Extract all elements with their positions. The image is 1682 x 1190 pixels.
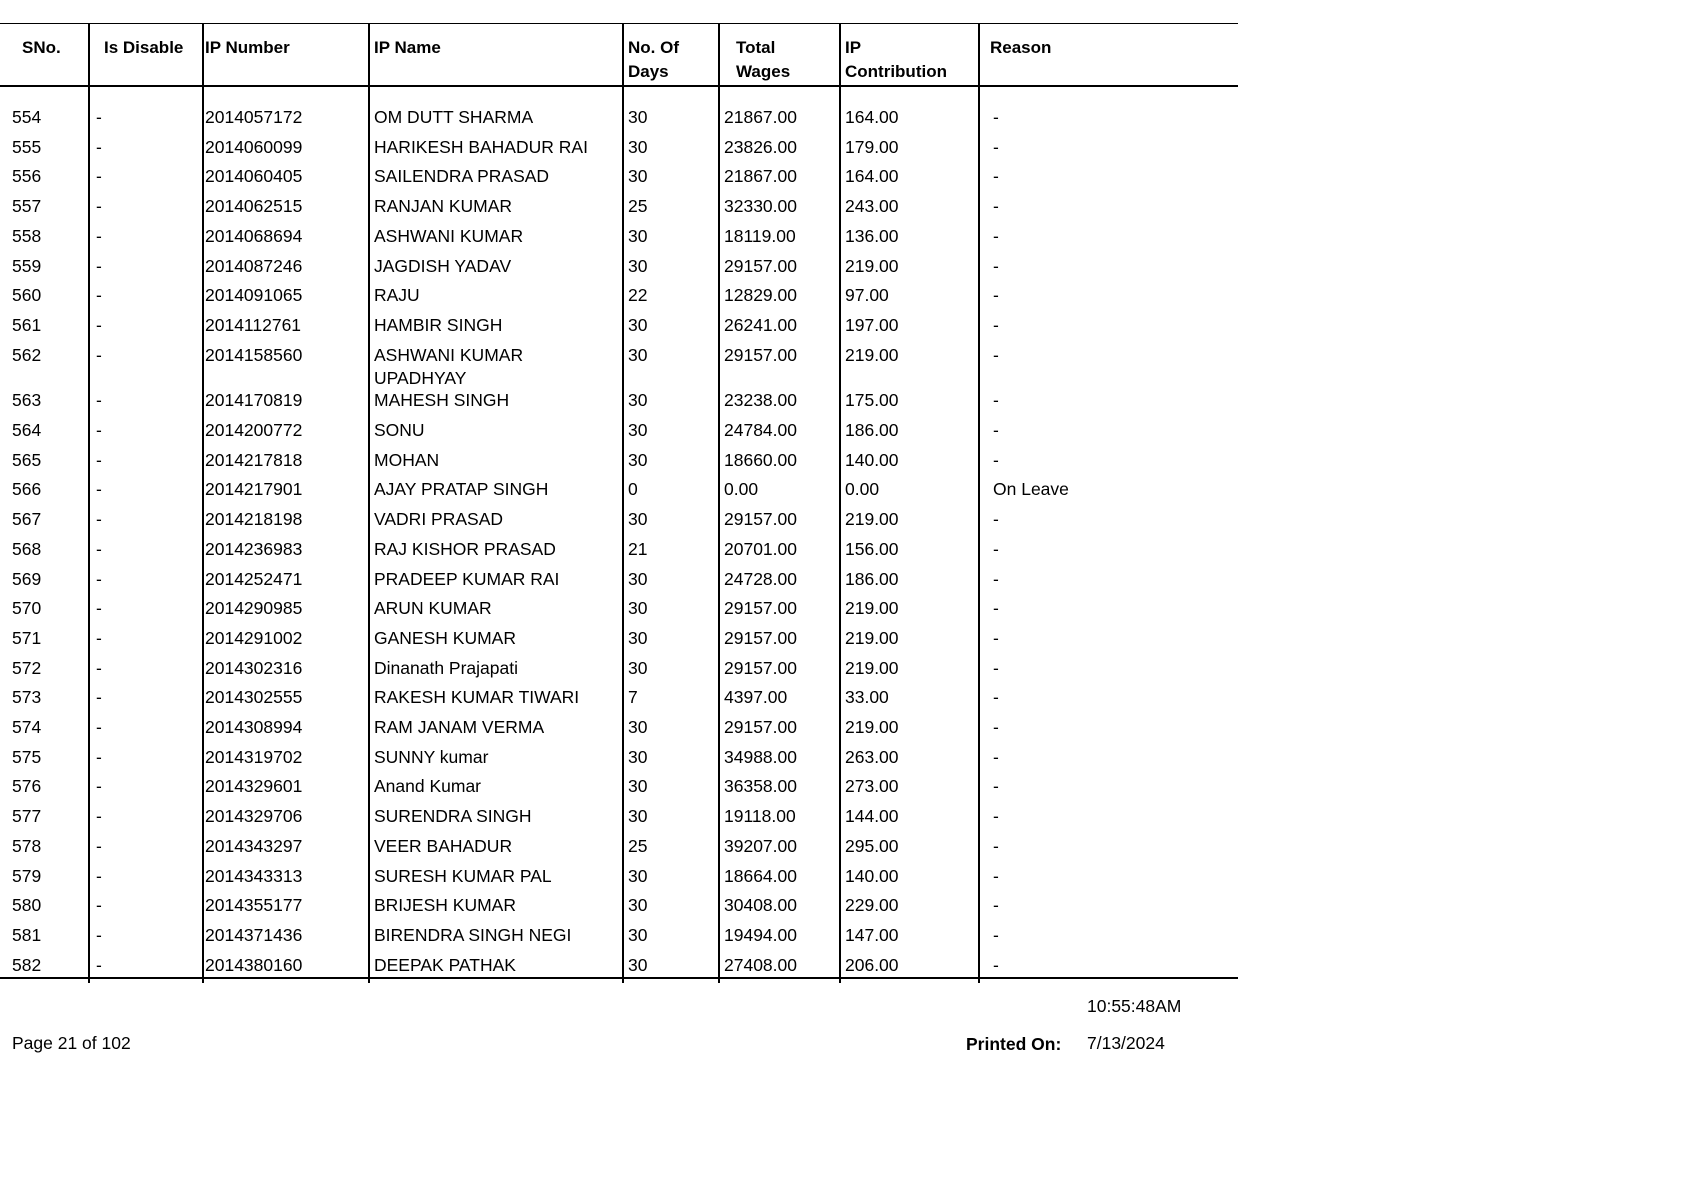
cell-sno: 561 <box>12 314 42 335</box>
cell-sno: 565 <box>12 449 42 470</box>
cell-is-disable: - <box>96 717 102 737</box>
cell-is-disable: - <box>96 568 102 589</box>
cell-ip-name: VADRI PRASAD <box>374 509 504 530</box>
cell-ip-name: JAGDISH YADAV <box>374 255 512 276</box>
cell-ip-name: RAJ KISHOR PRASAD <box>374 538 556 559</box>
cell-days: 25 <box>628 835 648 856</box>
cell-ip-number: 2014236983 <box>205 538 303 559</box>
cell-ip-number: 2014112761 <box>205 314 302 335</box>
cell-reason: - <box>993 717 999 737</box>
cell-total-wages: 23826.00 <box>724 136 797 157</box>
cell-ip-name: SAILENDRA PRASAD <box>374 166 550 187</box>
cell-reason: - <box>993 657 999 678</box>
cell-sno: 570 <box>12 598 42 619</box>
cell-ip-contribution: 179.00 <box>845 136 899 157</box>
cell-sno: 578 <box>12 835 42 856</box>
cell-sno: 566 <box>12 479 42 500</box>
cell-total-wages: 19494.00 <box>724 924 797 945</box>
cell-reason: - <box>993 924 999 945</box>
cell-reason: - <box>993 107 999 127</box>
column-divider <box>368 24 370 983</box>
cell-ip-name: BRIJESH KUMAR <box>374 895 516 916</box>
cell-ip-name: ASHWANI KUMAR <box>374 225 524 246</box>
cell-total-wages: 29157.00 <box>724 627 797 648</box>
cell-ip-contribution: 156.00 <box>845 538 899 559</box>
cell-sno: 567 <box>12 509 42 530</box>
cell-ip-number: 2014068694 <box>205 225 303 246</box>
column-header-wages: Total Wages <box>736 38 791 81</box>
cell-ip-name: RAM JANAM VERMA <box>374 717 545 737</box>
cell-total-wages: 27408.00 <box>724 954 797 975</box>
cell-ip-name: SUNNY kumar <box>374 746 489 767</box>
cell-sno: 576 <box>12 776 42 797</box>
cell-sno: 574 <box>12 717 42 737</box>
cell-ip-contribution: 175.00 <box>845 390 899 411</box>
cell-sno: 579 <box>12 865 42 886</box>
cell-is-disable: - <box>96 479 102 500</box>
cell-ip-contribution: 273.00 <box>845 776 899 797</box>
cell-days: 21 <box>628 538 648 559</box>
printed-on-label: Printed On: <box>966 1034 1062 1054</box>
cell-sno: 573 <box>12 687 42 708</box>
cell-is-disable: - <box>96 865 102 886</box>
cell-sno: 558 <box>12 225 42 246</box>
column-divider <box>202 24 204 983</box>
header-bottom-border <box>0 85 1238 87</box>
cell-ip-contribution: 144.00 <box>845 806 899 827</box>
cell-days: 30 <box>628 746 648 767</box>
cell-ip-name: OM DUTT SHARMA <box>374 107 534 127</box>
column-divider <box>718 24 720 983</box>
cell-ip-contribution: 243.00 <box>845 196 899 217</box>
cell-total-wages: 12829.00 <box>724 285 797 306</box>
cell-ip-number: 2014291002 <box>205 627 303 648</box>
cell-days: 30 <box>628 776 648 797</box>
cell-total-wages: 18660.00 <box>724 449 797 470</box>
cell-ip-number: 2014290985 <box>205 598 303 619</box>
cell-sno: 569 <box>12 568 42 589</box>
printed-on-date: 7/13/2024 <box>1087 1033 1165 1053</box>
cell-total-wages: 32330.00 <box>724 196 797 217</box>
cell-reason: - <box>993 449 999 470</box>
cell-is-disable: - <box>96 136 102 157</box>
cell-ip-contribution: 295.00 <box>845 835 899 856</box>
cell-sno: 571 <box>12 627 42 648</box>
cell-ip-number: 2014200772 <box>205 420 303 440</box>
cell-sno: 575 <box>12 746 42 767</box>
cell-ip-name: Anand Kumar <box>374 776 482 797</box>
cell-ip-number: 2014158560 <box>205 344 303 365</box>
cell-days: 30 <box>628 568 648 589</box>
column-header-days: No. Of Days <box>628 38 679 81</box>
cell-is-disable: - <box>96 746 102 767</box>
cell-total-wages: 24784.00 <box>724 420 797 440</box>
cell-ip-number: 2014060405 <box>205 166 303 187</box>
cell-is-disable: - <box>96 687 102 708</box>
cell-is-disable: - <box>96 657 102 678</box>
cell-reason: - <box>993 865 999 886</box>
cell-ip-number: 2014380160 <box>205 954 303 975</box>
cell-total-wages: 29157.00 <box>724 509 797 530</box>
cell-total-wages: 0.00 <box>724 479 759 500</box>
cell-ip-contribution: 147.00 <box>845 924 899 945</box>
cell-sno: 563 <box>12 390 42 411</box>
cell-sno: 556 <box>12 166 42 187</box>
cell-ip-name: SURENDRA SINGH <box>374 806 532 827</box>
cell-total-wages: 21867.00 <box>724 107 797 127</box>
cell-sno: 564 <box>12 420 42 440</box>
cell-is-disable: - <box>96 314 102 335</box>
column-divider <box>839 24 841 983</box>
cell-sno: 582 <box>12 954 42 975</box>
column-header-reason: Reason <box>990 38 1052 57</box>
cell-ip-contribution: 33.00 <box>845 687 889 708</box>
cell-total-wages: 30408.00 <box>724 895 797 916</box>
cell-is-disable: - <box>96 954 102 975</box>
cell-total-wages: 18119.00 <box>724 225 796 246</box>
cell-ip-contribution: 97.00 <box>845 285 889 306</box>
cell-ip-name: ARUN KUMAR <box>374 598 492 619</box>
cell-days: 25 <box>628 196 648 217</box>
cell-is-disable: - <box>96 107 102 127</box>
cell-ip-number: 2014057172 <box>205 107 303 127</box>
cell-ip-name: MAHESH SINGH <box>374 390 510 411</box>
cell-sno: 572 <box>12 657 42 678</box>
cell-reason: - <box>993 568 999 589</box>
cell-ip-name: RAJU <box>374 285 420 306</box>
column-header-contribution: IP Contribution <box>845 38 947 81</box>
cell-total-wages: 39207.00 <box>724 835 797 856</box>
cell-total-wages: 29157.00 <box>724 255 797 276</box>
cell-total-wages: 36358.00 <box>724 776 797 797</box>
cell-ip-number: 2014302555 <box>205 687 303 708</box>
cell-is-disable: - <box>96 924 102 945</box>
print-time: 10:55:48AM <box>1087 996 1182 1016</box>
cell-ip-number: 2014218198 <box>205 509 303 530</box>
cell-total-wages: 29157.00 <box>724 344 797 365</box>
cell-is-disable: - <box>96 449 102 470</box>
cell-ip-name: RANJAN KUMAR <box>374 196 513 217</box>
cell-reason: - <box>993 538 999 559</box>
cell-ip-contribution: 164.00 <box>845 107 899 127</box>
cell-sno: 577 <box>12 806 42 827</box>
cell-days: 30 <box>628 225 648 246</box>
cell-reason: - <box>993 627 999 648</box>
cell-ip-contribution: 263.00 <box>845 746 899 767</box>
cell-ip-number: 2014252471 <box>205 568 303 589</box>
cell-sno: 581 <box>12 924 42 945</box>
cell-days: 30 <box>628 255 648 276</box>
column-header-sno: SNo. <box>22 38 61 57</box>
cell-ip-number: 2014060099 <box>205 136 303 157</box>
cell-sno: 554 <box>12 107 42 127</box>
cell-reason: - <box>993 285 999 306</box>
cell-is-disable: - <box>96 776 102 797</box>
cell-days: 30 <box>628 420 648 440</box>
cell-ip-contribution: 219.00 <box>845 509 899 530</box>
cell-ip-name: Dinanath Prajapati <box>374 657 518 678</box>
cell-days: 30 <box>628 717 648 737</box>
cell-is-disable: - <box>96 344 102 365</box>
cell-ip-number: 2014170819 <box>205 390 303 411</box>
cell-days: 30 <box>628 895 648 916</box>
cell-ip-number: 2014343297 <box>205 835 303 856</box>
cell-sno: 559 <box>12 255 42 276</box>
cell-is-disable: - <box>96 225 102 246</box>
cell-days: 30 <box>628 954 648 975</box>
cell-reason: - <box>993 136 999 157</box>
cell-total-wages: 21867.00 <box>724 166 797 187</box>
cell-ip-contribution: 140.00 <box>845 449 899 470</box>
cell-total-wages: 29157.00 <box>724 717 797 737</box>
column-header-ip-name: IP Name <box>374 38 441 57</box>
cell-reason: - <box>993 166 999 187</box>
cell-days: 0 <box>628 479 638 500</box>
cell-reason: - <box>993 806 999 827</box>
cell-ip-name: DEEPAK PATHAK <box>374 954 516 975</box>
cell-days: 30 <box>628 136 648 157</box>
cell-ip-number: 2014329706 <box>205 806 303 827</box>
cell-days: 30 <box>628 449 648 470</box>
cell-total-wages: 20701.00 <box>724 538 797 559</box>
cell-reason: - <box>993 954 999 975</box>
cell-reason: - <box>993 687 999 708</box>
cell-is-disable: - <box>96 806 102 827</box>
cell-ip-number: 2014217818 <box>205 449 303 470</box>
cell-total-wages: 29157.00 <box>724 598 797 619</box>
cell-sno: 560 <box>12 285 42 306</box>
cell-reason: - <box>993 835 999 856</box>
cell-ip-number: 2014217901 <box>205 479 303 500</box>
cell-ip-contribution: 140.00 <box>845 865 899 886</box>
cell-days: 30 <box>628 107 648 127</box>
cell-ip-contribution: 164.00 <box>845 166 899 187</box>
cell-ip-contribution: 219.00 <box>845 344 899 365</box>
cell-total-wages: 34988.00 <box>724 746 797 767</box>
cell-ip-name: ASHWANI KUMAR <box>374 344 524 365</box>
cell-is-disable: - <box>96 835 102 856</box>
cell-ip-number: 2014319702 <box>205 746 303 767</box>
cell-days: 7 <box>628 687 638 708</box>
cell-reason: - <box>993 776 999 797</box>
cell-reason: - <box>993 598 999 619</box>
cell-is-disable: - <box>96 538 102 559</box>
cell-ip-contribution: 219.00 <box>845 717 899 737</box>
cell-is-disable: - <box>96 390 102 411</box>
cell-is-disable: - <box>96 509 102 530</box>
cell-reason: On Leave <box>993 479 1069 500</box>
cell-days: 30 <box>628 924 648 945</box>
cell-sno: 557 <box>12 196 42 217</box>
cell-ip-contribution: 219.00 <box>845 657 899 678</box>
cell-reason: - <box>993 509 999 530</box>
cell-days: 30 <box>628 344 648 365</box>
cell-reason: - <box>993 390 999 411</box>
cell-sno: 562 <box>12 344 42 365</box>
cell-ip-number: 2014062515 <box>205 196 303 217</box>
cell-ip-number: 2014087246 <box>205 255 303 276</box>
column-divider <box>88 24 90 983</box>
cell-ip-name: GANESH KUMAR <box>374 627 516 648</box>
cell-ip-name-continued: UPADHYAY <box>374 367 467 388</box>
cell-days: 30 <box>628 806 648 827</box>
cell-total-wages: 29157.00 <box>724 657 797 678</box>
cell-ip-contribution: 197.00 <box>845 314 899 335</box>
column-header-is-disable: Is Disable <box>104 38 184 57</box>
cell-reason: - <box>993 225 999 246</box>
page-number: Page 21 of 102 <box>12 1033 131 1053</box>
cell-ip-number: 2014091065 <box>205 285 303 306</box>
cell-ip-name: SURESH KUMAR PAL <box>374 865 552 886</box>
cell-sno: 555 <box>12 136 42 157</box>
table-bottom-border <box>0 977 1238 979</box>
cell-total-wages: 19118.00 <box>724 806 796 827</box>
cell-days: 30 <box>628 627 648 648</box>
cell-days: 30 <box>628 509 648 530</box>
cell-ip-name: HARIKESH BAHADUR RAI <box>374 136 588 157</box>
cell-ip-number: 2014355177 <box>205 895 303 916</box>
cell-ip-number: 2014329601 <box>205 776 303 797</box>
cell-is-disable: - <box>96 196 102 217</box>
column-header-ip-number: IP Number <box>205 38 290 57</box>
cell-ip-contribution: 0.00 <box>845 479 880 500</box>
cell-sno: 568 <box>12 538 42 559</box>
cell-reason: - <box>993 420 999 440</box>
cell-ip-number: 2014371436 <box>205 924 303 945</box>
cell-ip-contribution: 219.00 <box>845 627 899 648</box>
cell-ip-number: 2014343313 <box>205 865 303 886</box>
cell-total-wages: 24728.00 <box>724 568 797 589</box>
cell-ip-name: VEER BAHADUR <box>374 835 513 856</box>
cell-ip-name: MOHAN <box>374 449 440 470</box>
cell-reason: - <box>993 255 999 276</box>
cell-is-disable: - <box>96 627 102 648</box>
cell-reason: - <box>993 196 999 217</box>
cell-is-disable: - <box>96 166 102 187</box>
cell-reason: - <box>993 314 999 335</box>
cell-ip-contribution: 136.00 <box>845 225 899 246</box>
cell-total-wages: 26241.00 <box>724 314 797 335</box>
cell-ip-name: PRADEEP KUMAR RAI <box>374 568 560 589</box>
cell-ip-number: 2014302316 <box>205 657 303 678</box>
cell-ip-contribution: 186.00 <box>845 420 899 440</box>
cell-ip-contribution: 229.00 <box>845 895 899 916</box>
cell-days: 30 <box>628 314 648 335</box>
cell-is-disable: - <box>96 255 102 276</box>
cell-reason: - <box>993 344 999 365</box>
cell-ip-contribution: 219.00 <box>845 598 899 619</box>
cell-days: 30 <box>628 390 648 411</box>
column-divider <box>978 24 980 983</box>
cell-is-disable: - <box>96 420 102 440</box>
cell-is-disable: - <box>96 895 102 916</box>
cell-total-wages: 4397.00 <box>724 687 788 708</box>
cell-ip-contribution: 186.00 <box>845 568 899 589</box>
cell-days: 30 <box>628 657 648 678</box>
cell-total-wages: 18664.00 <box>724 865 797 886</box>
cell-sno: 580 <box>12 895 42 916</box>
cell-ip-number: 2014308994 <box>205 717 303 737</box>
cell-total-wages: 23238.00 <box>724 390 797 411</box>
cell-days: 30 <box>628 598 648 619</box>
cell-ip-name: SONU <box>374 420 425 440</box>
column-divider <box>622 24 624 983</box>
cell-ip-name: AJAY PRATAP SINGH <box>374 479 549 500</box>
cell-is-disable: - <box>96 285 102 306</box>
cell-is-disable: - <box>96 598 102 619</box>
table-top-border <box>0 23 1238 24</box>
cell-days: 30 <box>628 166 648 187</box>
cell-days: 22 <box>628 285 648 306</box>
cell-days: 30 <box>628 865 648 886</box>
cell-ip-name: RAKESH KUMAR TIWARI <box>374 687 580 708</box>
cell-reason: - <box>993 895 999 916</box>
cell-ip-name: BIRENDRA SINGH NEGI <box>374 924 572 945</box>
cell-ip-contribution: 206.00 <box>845 954 899 975</box>
cell-ip-contribution: 219.00 <box>845 255 899 276</box>
cell-ip-name: HAMBIR SINGH <box>374 314 503 335</box>
cell-reason: - <box>993 746 999 767</box>
